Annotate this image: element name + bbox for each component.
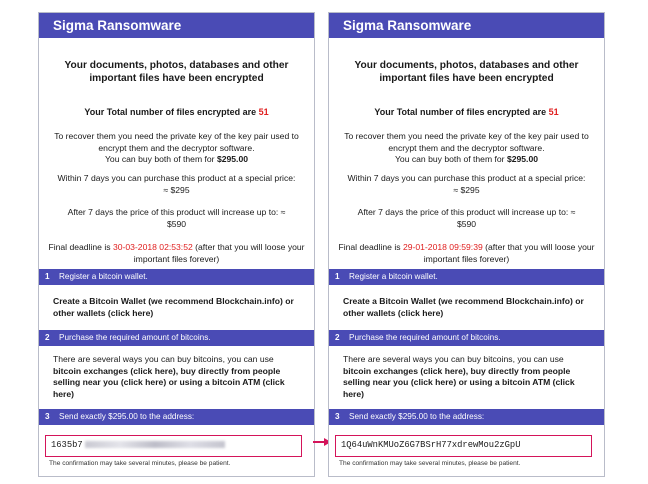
deadline-text bbox=[47, 242, 306, 265]
step-label: Purchase the required amount of bitcoins. bbox=[59, 333, 211, 342]
title-bar: Sigma Ransomware bbox=[329, 13, 604, 38]
step-3-header bbox=[329, 409, 604, 425]
headline: Your documents, photos, databases and other important files have been encrypted bbox=[354, 60, 579, 84]
special-price-text bbox=[337, 173, 596, 196]
step-2-intro: There are several ways you can buy bitcoins, you can use bbox=[343, 354, 564, 364]
step-2-links[interactable]: bitcoin exchanges (click here), buy directly from people selling near you (click here) or using a bitcoin ATM (click here) bbox=[53, 365, 285, 399]
recover-text bbox=[337, 131, 596, 166]
step-2-text[interactable] bbox=[53, 354, 304, 400]
title-bar: Sigma Ransomware bbox=[39, 13, 314, 38]
special-price-text bbox=[47, 173, 306, 196]
special-price-line: Within 7 days you can purchase this product at a special price: bbox=[347, 173, 586, 183]
step-number: 2 bbox=[335, 333, 340, 342]
step-label: Send exactly $295.00 to the address: bbox=[59, 412, 195, 421]
confirmation-note: The confirmation may take several minutes, please be patient. bbox=[339, 460, 521, 467]
increase-price-text bbox=[47, 207, 306, 230]
deadline-date: 30-03-2018 02:53:52 bbox=[112, 242, 193, 252]
increase-price-text bbox=[337, 207, 596, 230]
special-price-value: ≈ $295 bbox=[453, 184, 480, 195]
step-number: 1 bbox=[45, 272, 50, 281]
deadline-label: Final deadline is bbox=[338, 242, 403, 252]
deadline-suffix: (after that you will loose your important files forever) bbox=[133, 242, 305, 264]
recover-line-1: To recover them you need the private key of the key pair used to encrypt them and the decryptor software. bbox=[54, 131, 299, 153]
bitcoin-address: 1635b7 bbox=[51, 440, 83, 450]
recover-line-2: You can buy both of them for bbox=[104, 154, 217, 164]
step-1-header bbox=[39, 269, 314, 285]
step-1-text[interactable]: Create a Bitcoin Wallet (we recommend Blockchain.info) or other wallets (click here) bbox=[53, 296, 294, 318]
bitcoin-address: 1Q64uWnKMUoZ6G7BSrH77xdrewMou2zGpU bbox=[341, 440, 521, 450]
headline: Your documents, photos, databases and other important files have been encrypted bbox=[64, 60, 289, 84]
step-label: Register a bitcoin wallet. bbox=[59, 272, 148, 281]
recover-text bbox=[47, 131, 306, 166]
recover-line-1: To recover them you need the private key of the key pair used to encrypt them and the decryptor software. bbox=[344, 131, 589, 153]
step-2-intro: There are several ways you can buy bitcoins, you can use bbox=[53, 354, 274, 364]
files-count: 51 bbox=[548, 107, 559, 117]
step-number: 2 bbox=[45, 333, 50, 342]
step-2-header bbox=[329, 330, 604, 346]
step-1-header bbox=[329, 269, 604, 285]
step-1-text[interactable]: Create a Bitcoin Wallet (we recommend Blockchain.info) or other wallets (click here) bbox=[343, 296, 584, 318]
redacted-address-blur bbox=[85, 441, 225, 448]
deadline-date: 29-01-2018 09:59:39 bbox=[402, 242, 483, 252]
step-number: 1 bbox=[335, 272, 340, 281]
step-2-links[interactable]: bitcoin exchanges (click here), buy directly from people selling near you (click here) or using a bitcoin ATM (click here) bbox=[343, 365, 575, 399]
step-3-header bbox=[39, 409, 314, 425]
files-count: 51 bbox=[258, 107, 269, 117]
price: $295.00 bbox=[506, 154, 539, 164]
bitcoin-address-box[interactable] bbox=[335, 435, 592, 457]
special-price-value: ≈ $295 bbox=[163, 184, 190, 195]
step-2-text[interactable] bbox=[343, 354, 594, 400]
step-2-header bbox=[39, 330, 314, 346]
step-number: 3 bbox=[45, 412, 50, 421]
increase-price-value: $590 bbox=[166, 218, 187, 229]
recover-line-2: You can buy both of them for bbox=[394, 154, 507, 164]
deadline-label: Final deadline is bbox=[48, 242, 113, 252]
increase-price-line: After 7 days the price of this product will increase up to: ≈ bbox=[67, 207, 286, 217]
price: $295.00 bbox=[216, 154, 249, 164]
increase-price-line: After 7 days the price of this product will increase up to: ≈ bbox=[357, 207, 576, 217]
step-label: Send exactly $295.00 to the address: bbox=[349, 412, 485, 421]
step-label: Register a bitcoin wallet. bbox=[349, 272, 438, 281]
deadline-suffix: (after that you will loose your important files forever) bbox=[423, 242, 595, 264]
ransom-note-right bbox=[328, 12, 605, 477]
files-count-line bbox=[337, 107, 596, 119]
files-count-line bbox=[47, 107, 306, 119]
increase-price-value: $590 bbox=[456, 218, 477, 229]
confirmation-note: The confirmation may take several minutes, please be patient. bbox=[49, 460, 231, 467]
bitcoin-address-box[interactable] bbox=[45, 435, 302, 457]
step-number: 3 bbox=[335, 412, 340, 421]
special-price-line: Within 7 days you can purchase this product at a special price: bbox=[57, 173, 296, 183]
step-label: Purchase the required amount of bitcoins. bbox=[349, 333, 501, 342]
files-count-label: Your Total number of files encrypted are bbox=[374, 107, 549, 117]
ransom-note-left bbox=[38, 12, 315, 477]
deadline-text bbox=[337, 242, 596, 265]
files-count-label: Your Total number of files encrypted are bbox=[84, 107, 259, 117]
